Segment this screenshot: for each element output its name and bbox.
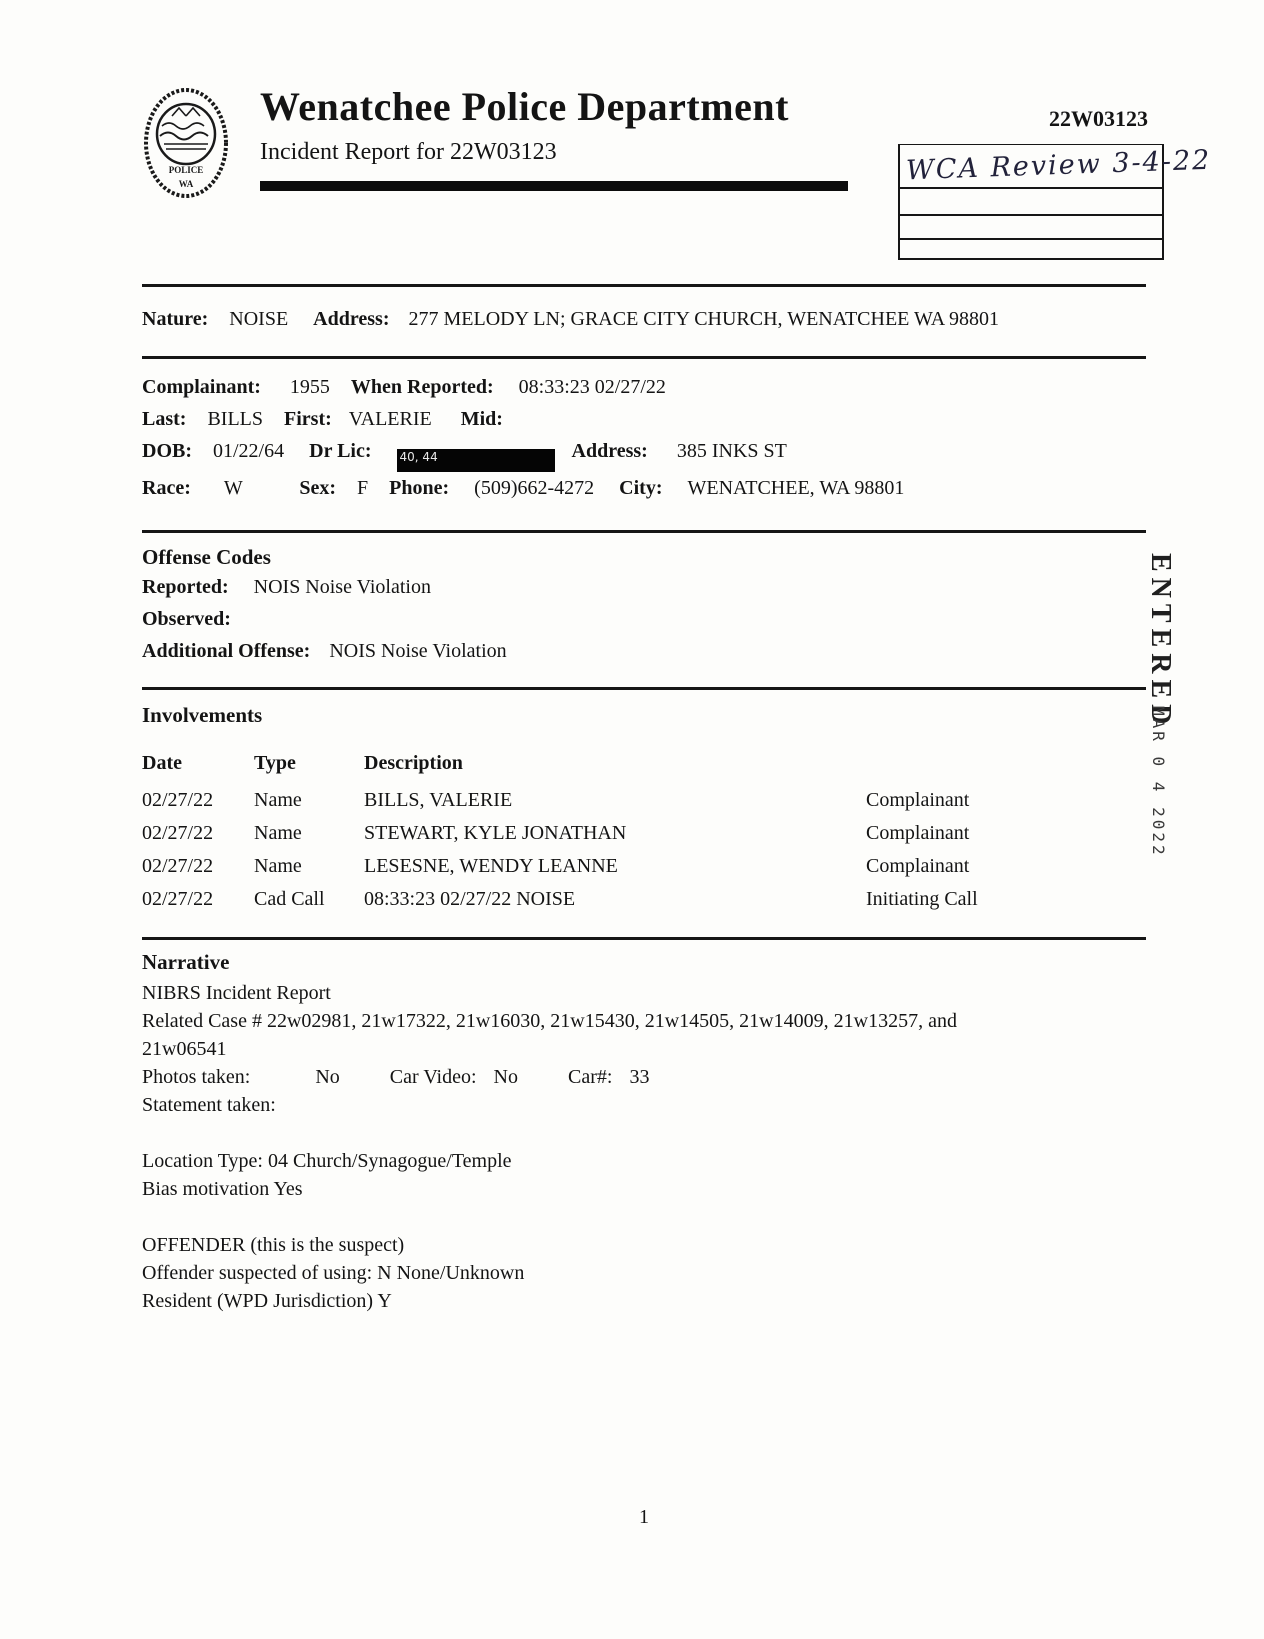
complainant-line-2 — [142, 403, 1146, 435]
involvements-heading: Involvements — [142, 703, 263, 727]
header-right — [898, 106, 1212, 260]
race-label: Race: — [142, 477, 191, 499]
narrative-related-case-line-2: 21w06541 — [142, 1038, 227, 1060]
involvement-type: Name — [254, 822, 302, 844]
involvements-table — [142, 747, 1146, 916]
offense-additional-line — [142, 635, 1146, 667]
section-divider — [142, 356, 1146, 359]
stamp-blank-row — [900, 240, 1162, 258]
wenatchee-police-seal-logo — [142, 86, 230, 200]
reported-value: NOIS Noise Violation — [253, 576, 431, 598]
narrative-nibrs-line: NIBRS Incident Report — [142, 982, 331, 1004]
nature-value: NOISE — [229, 308, 289, 330]
when-reported-value: 08:33:23 02/27/22 — [518, 376, 666, 398]
column-header-role — [866, 747, 1146, 780]
race-value: W — [223, 477, 243, 499]
involvement-type: Cad Call — [254, 888, 325, 910]
table-row — [142, 784, 1146, 817]
header-text — [260, 84, 848, 202]
city-label: City: — [619, 477, 663, 499]
car-video-label: Car Video: — [389, 1066, 477, 1088]
case-number: 22W03123 — [1049, 106, 1148, 131]
table-row — [142, 817, 1146, 850]
involvement-role: Initiating Call — [866, 888, 978, 910]
report-subtitle: Incident Report for 22W03123 — [260, 139, 557, 165]
involvement-date: 02/27/22 — [142, 888, 214, 910]
involvement-description: 08:33:23 02/27/22 NOISE — [364, 888, 576, 910]
review-stamp-box — [898, 144, 1212, 260]
narrative-photos-line — [142, 1063, 1146, 1091]
additional-offense-value: NOIS Noise Violation — [329, 640, 507, 662]
involvement-description: STEWART, KYLE JONATHAN — [364, 822, 627, 844]
phone-value: (509)662-4272 — [474, 477, 595, 499]
car-video-value: No — [493, 1066, 518, 1088]
involvement-type: Name — [254, 855, 302, 877]
narrative-statement-line: Statement taken: — [142, 1094, 276, 1116]
table-row — [142, 850, 1146, 883]
involvement-type: Name — [254, 789, 302, 811]
stamp-blank-row — [900, 189, 1162, 216]
table-row — [142, 883, 1146, 916]
section-divider — [142, 530, 1146, 533]
narrative-body — [142, 979, 1146, 1315]
involvement-description: BILLS, VALERIE — [364, 789, 513, 811]
involvements-header-row — [142, 747, 1146, 780]
when-reported-label: When Reported: — [350, 376, 494, 398]
involvement-date: 02/27/22 — [142, 822, 214, 844]
section-divider — [142, 284, 1146, 287]
svg-text:POLICE: POLICE — [168, 165, 204, 175]
reported-label: Reported: — [142, 576, 229, 598]
phone-label: Phone: — [389, 477, 450, 499]
involvement-role: Complainant — [866, 822, 970, 844]
handwritten-review-note: WCA Review 3-4-22 — [905, 144, 1212, 187]
offense-reported-line — [142, 571, 1146, 603]
complainant-line-4 — [142, 472, 1146, 504]
section-divider — [142, 937, 1146, 940]
additional-offense-label: Additional Offense: — [142, 640, 311, 662]
column-header-date: Date — [142, 752, 182, 774]
narrative-heading: Narrative — [142, 950, 230, 974]
sex-value: F — [357, 477, 369, 499]
complainant-label: Complainant: — [142, 376, 261, 398]
dr-lic-label: Dr Lic: — [309, 440, 372, 462]
svg-text:WA: WA — [178, 179, 194, 189]
photos-taken-value: No — [315, 1066, 340, 1088]
entered-date-stamp: MAR 0 4 2022 — [1149, 706, 1168, 858]
car-number-value: 33 — [629, 1066, 650, 1088]
nature-line — [142, 303, 1146, 335]
agency-title: Wenatchee Police Department — [260, 84, 789, 129]
dob-value: 01/22/64 — [213, 440, 285, 462]
section-divider — [142, 687, 1146, 690]
complainant-line-1 — [142, 371, 1146, 403]
narrative-resident-line: Resident (WPD Jurisdiction) Y — [142, 1290, 392, 1312]
involvement-date: 02/27/22 — [142, 855, 214, 877]
last-name-label: Last: — [142, 408, 187, 430]
offense-observed-line — [142, 603, 1146, 635]
first-name-label: First: — [284, 408, 332, 430]
header-divider-bar — [260, 181, 848, 191]
involvement-date: 02/27/22 — [142, 789, 214, 811]
nature-address-value: 277 MELODY LN; GRACE CITY CHURCH, WENATCHEE WA 98801 — [408, 308, 1000, 330]
complainant-line-3 — [142, 435, 1146, 472]
narrative-offender-heading: OFFENDER (this is the suspect) — [142, 1234, 405, 1256]
complainant-block — [142, 371, 1146, 504]
involvement-role: Complainant — [866, 855, 970, 877]
nature-label: Nature: — [142, 308, 209, 330]
nature-address-label: Address: — [313, 308, 390, 330]
entered-stamp: ENTERED — [1145, 553, 1176, 731]
narrative-location-type-line: Location Type: 04 Church/Synagogue/Temple — [142, 1150, 512, 1172]
complainant-value: 1955 — [289, 376, 330, 398]
stamp-row — [900, 144, 1212, 189]
last-name-value: BILLS — [207, 408, 264, 430]
involvement-description: LESESNE, WENDY LEANNE — [364, 855, 618, 877]
sex-label: Sex: — [299, 477, 337, 499]
offense-codes-heading: Offense Codes — [142, 545, 271, 569]
involvement-role: Complainant — [866, 789, 970, 811]
narrative-bias-line: Bias motivation Yes — [142, 1178, 303, 1200]
narrative-offender-using-line: Offender suspected of using: N None/Unknown — [142, 1262, 525, 1284]
first-name-value: VALERIE — [348, 408, 432, 430]
car-number-label: Car#: — [568, 1066, 613, 1088]
dr-lic-redaction — [397, 449, 555, 472]
dr-lic-redaction-text: 40, 44 — [399, 450, 438, 464]
column-header-description: Description — [364, 752, 463, 774]
complainant-address-label: Address: — [571, 440, 648, 462]
city-value: WENATCHEE, WA 98801 — [687, 477, 905, 499]
column-header-type: Type — [254, 752, 296, 774]
page-number: 1 — [639, 1506, 649, 1528]
complainant-address-value: 385 INKS ST — [676, 440, 787, 462]
observed-label: Observed: — [142, 608, 231, 630]
mid-name-label: Mid: — [460, 408, 503, 430]
narrative-related-case-line-1: Related Case # 22w02981, 21w17322, 21w16030, 21w15430, 21w14505, 21w14009, 21w13257, and — [142, 1010, 957, 1032]
photos-taken-label: Photos taken: — [142, 1066, 251, 1088]
report-content — [142, 84, 1146, 1315]
dob-label: DOB: — [142, 440, 192, 462]
stamp-blank-row — [900, 216, 1162, 240]
